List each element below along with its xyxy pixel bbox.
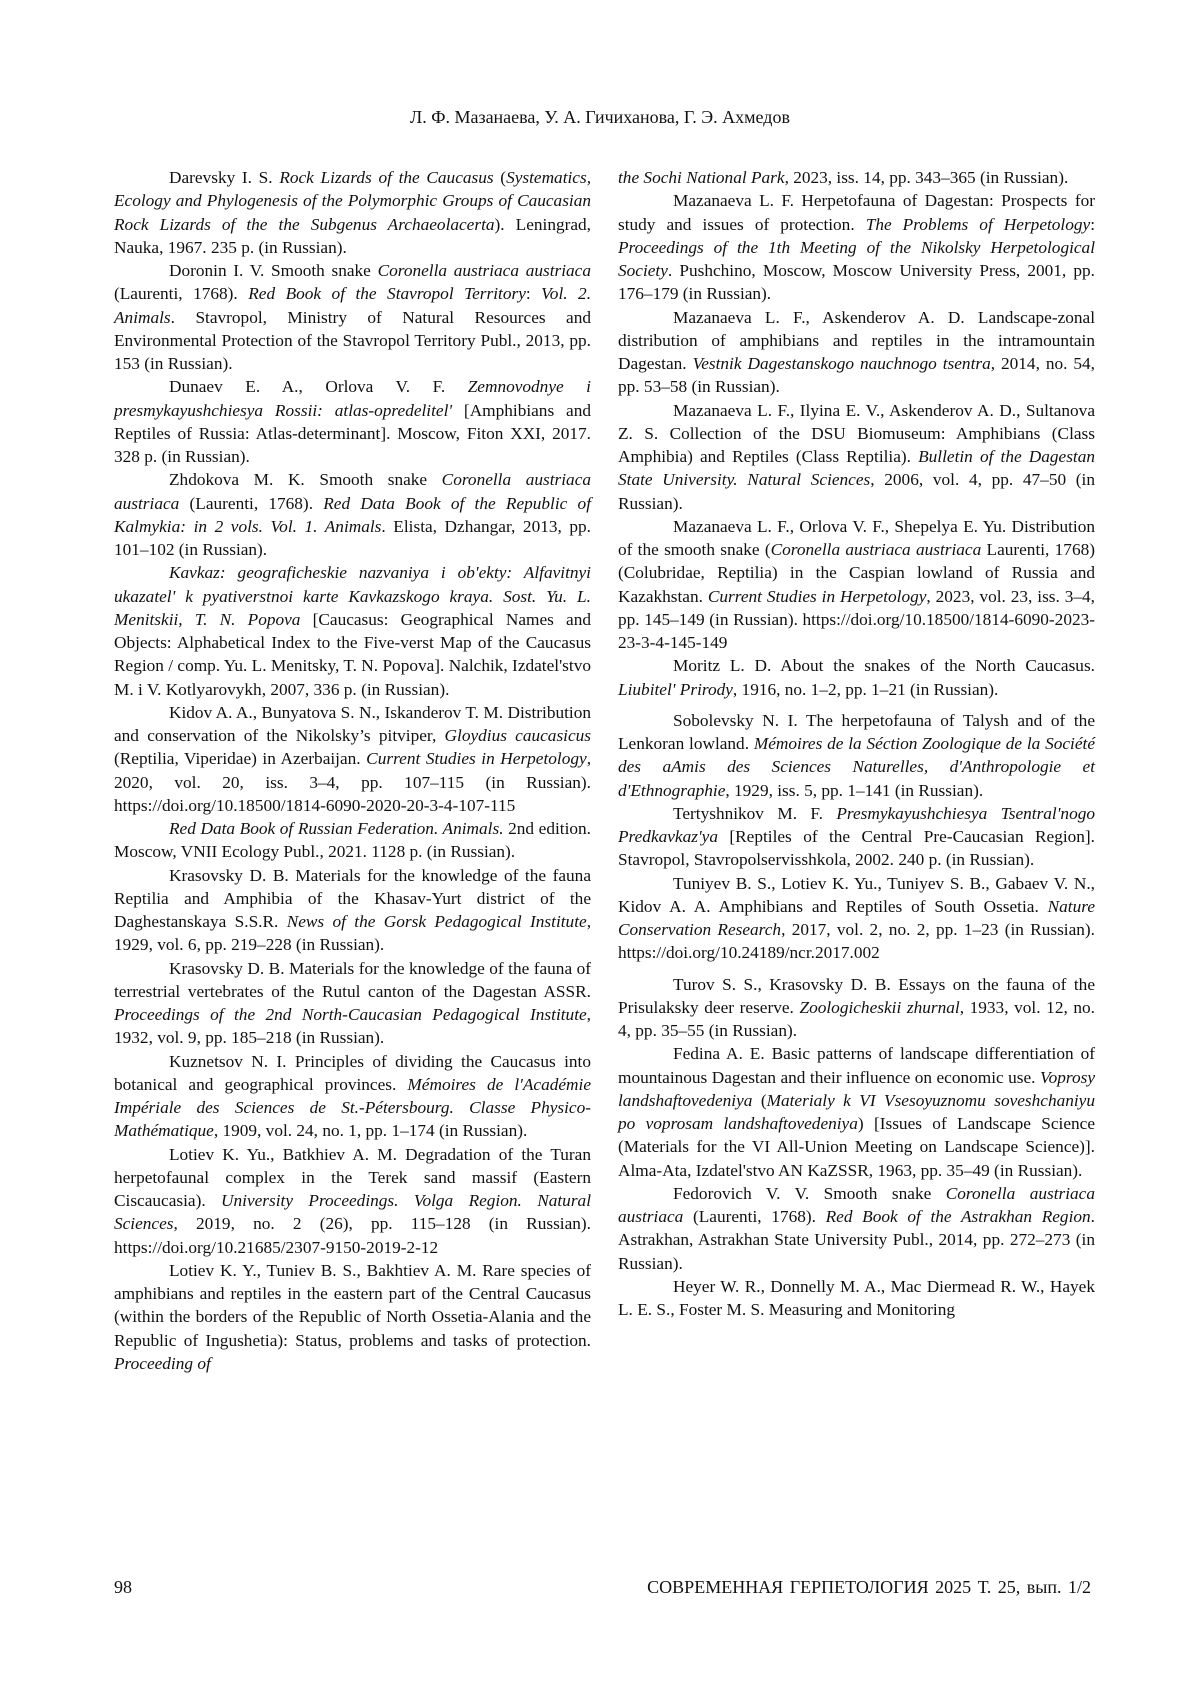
reference-entry: Tuniyev B. S., Lotiev K. Yu., Tuniyev S. B., Gabaev V. N., Kidov A. A. Amphibians and Reptiles of South Ossetia. Nature Conservation Research, 2017, vol. 2, no. 2, pp. 1–23 (in Russian). https://doi.org/10.24189/ncr.2017.002 (618, 873, 1095, 963)
reference-entry: Darevsky I. S. Rock Lizards of the Caucasus (Systematics, Ecology and Phylogenesis of the Polymorphic Groups of Caucasian Rock Lizards of the the Subgenus Archaeolacerta). Leningrad, Nauka, 1967. 235 p. (in Russian). (114, 168, 592, 257)
reference-entry: Kavkaz: geograficheskie nazvaniya i ob'ekty: Alfavitnyi ukazatel' k pyativerstnoi karte Kavkazskogo kraya. Sost. Yu. L. Menitskii, T. N. Popova [Caucasus: Geographical Names and Objects: Alphabetical Index to the Five-verst Map of the Caucasus Region / comp. Yu. L. Menitsky, T. N. Popova]. Nalchik, Izdatel'stvo M. i V. Kotlyarovykh, 2007, 336 p. (in Russian). (114, 563, 591, 699)
reference-entry: Moritz L. D. About the snakes of the North Caucasus. Liubitel' Prirody, 1916, no. 1–2, pp. 1–21 (in Russian). (618, 656, 1095, 699)
reference-entry: Turov S. S., Krasovsky D. B. Essays on the fauna of the Prisulaksky deer reserve. Zoologicheskii zhurnal, 1933, vol. 12, no. 4, pp. 35–55 (in Russian). (618, 974, 1096, 1040)
reference-entry: Doronin I. V. Smooth snake Coronella austriaca austriaca (Laurenti, 1768). Red Book of the Stavropol Territory: Vol. 2. Animals. Stavropol, Ministry of Natural Resources and Environmental Protection of the Stavropol Territory Publ., 2013, pp. 153 (in Russian). (114, 261, 592, 373)
running-header-authors: Л. Ф. Мазанаева, У. А. Гичиханова, Г. Э. Ахмедов (410, 107, 790, 127)
references-column-left (114, 166, 591, 1375)
reference-entry: Lotiev K. Yu., Batkhiev A. M. Degradation of the Turan herpetofaunal complex in the Terek sand massif (Eastern Ciscaucasia). University Proceedings. Volga Region. Natural Sciences, 2019, no. 2 (26), pp. 115–128 (in Russian). https://doi.org/10.21685/2307-9150-2019-2-12 (114, 1144, 591, 1257)
reference-entry-continued: the Sochi National Park, 2023, iss. 14, pp. 343–365 (in Russian). (618, 168, 1069, 187)
reference-entry: Red Data Book of Russian Federation. Animals. 2nd edition. Moscow, VNII Ecology Publ., 2021. 1128 p. (in Russian). (114, 819, 591, 862)
reference-entry: Zhdokova M. K. Smooth snake Coronella austriaca austriaca (Laurenti, 1768). Red Data Book of the Republic of Kalmykia: in 2 vols. Vol. 1. Animals. Elista, Dzhangar, 2013, pp. 101–102 (in Russian). (114, 470, 592, 559)
reference-entry: Mazanaeva L. F., Orlova V. F., Shepelya E. Yu. Distribution of the smooth snake (Coronella austriaca austriaca Laurenti, 1768) (Colubridae, Reptilia) in the Caspian lowland of Russia and Kazakhstan. Current Studies in Herpetology, 2023, vol. 23, iss. 3–4, pp. 145–149 (in Russian). https://doi.org/10.18500/1814-6090-2023-23-3-4-145-149 (618, 516, 1096, 652)
reference-entry: Mazanaeva L. F., Ilyina E. V., Askenderov A. D., Sultanova Z. S. Collection of the DSU Biomuseum: Amphibians (Class Amphibia) and Reptiles (Class Reptilia). Bulletin of the Dagestan State University. Natural Sciences, 2006, vol. 4, pp. 47–50 (in Russian). (618, 400, 1096, 513)
page-number: 98 (114, 1577, 132, 1597)
reference-entry: Lotiev K. Y., Tuniev B. S., Bakhtiev A. M. Rare species of amphibians and reptiles in the eastern part of the Central Caucasus (within the borders of the Republic of North Ossetia-Alania and the Republic of Ingushetia): Status, problems and tasks of protection. Proceeding of (114, 1260, 591, 1373)
reference-entry: Krasovsky D. B. Materials for the knowledge of the fauna of terrestrial vertebrates of the Rutul canton of the Dagestan ASSR. Proceedings of the 2nd North-Caucasian Pedagogical Institute, 1932, vol. 9, pp. 185–218 (in Russian). (114, 958, 591, 1048)
reference-entry: Heyer W. R., Donnelly M. A., Mac Diermead R. W., Hayek L. E. S., Foster M. S. Measuring and Monitoring (618, 1276, 1095, 1319)
reference-entry: Tertyshnikov M. F. Presmykayushchiesya Tsentral'nogo Predkavkaz'ya [Reptiles of the Central Pre-Caucasian Region]. Stavropol, Stavropolservisshkola, 2002. 240 p. (in Russian). (618, 803, 1095, 870)
reference-entry: Kidov A. A., Bunyatova S. N., Iskanderov T. M. Distribution and conservation of the Nikolsky’s pitviper, Gloydius caucasicus (Reptilia, Viperidae) in Azerbaijan. Current Studies in Herpetology, 2020, vol. 20, iss. 3–4, pp. 107–115 (in Russian). https://doi.org/10.18500/1814-6090-2020-20-3-4-107-115 (114, 702, 592, 815)
reference-entry: Sobolevsky N. I. The herpetofauna of Talysh and of the Lenkoran lowland. Mémoires de la Séction Zoologique de la Société des aAmis des Sciences Naturelles, d'Anthropologie et d'Ethnographie, 1929, iss. 5, pp. 1–141 (in Russian). (618, 710, 1095, 800)
reference-entry: Fedina A. E. Basic patterns of landscape differentiation of mountainous Dagestan and their influence on economic use. Voprosy landshaftovedeniya (Materialy k VI Vsesoyuznomu soveshchaniyu po voprosam landshaftovedeniya) [Issues of Landscape Science (Materials for the VI All-Union Meeting on Landscape Science)]. Alma-Ata, Izdatel'stvo AN KaZSSR, 1963, pp. 35–49 (in Russian). (618, 1044, 1096, 1180)
references-column-right (618, 166, 1095, 1321)
reference-entry: Kuznetsov N. I. Principles of dividing the Caucasus into botanical and geographical provinces. Mémoires de l'Académie Impériale des Sciences de St.-Pétersbourg. Classe Physico-Mathématique, 1909, vol. 24, no. 1, pp. 1–174 (in Russian). (114, 1051, 591, 1141)
journal-footer: СОВРЕМЕННАЯ ГЕРПЕТОЛОГИЯ 2025 Т. 25, вып. 1/2 (647, 1577, 1091, 1597)
reference-entry: Krasovsky D. B. Materials for the knowledge of the fauna Reptilia and Amphibia of the Khasav-Yurt district of the Daghestanskaya S.S.R. News of the Gorsk Pedagogical Institute, 1929, vol. 6, pp. 219–228 (in Russian). (114, 865, 592, 955)
reference-entry: Fedorovich V. V. Smooth snake Coronella austriaca austriaca (Laurenti, 1768). Red Book of the Astrakhan Region. Astrakhan, Astrakhan State University Publ., 2014, pp. 272–273 (in Russian). (618, 1183, 1095, 1273)
reference-entry: Mazanaeva L. F., Askenderov A. D. Landscape-zonal distribution of amphibians and reptiles in the intramountain Dagestan. Vestnik Dagestanskogo nauchnogo tsentra, 2014, no. 54, pp. 53–58 (in Russian). (618, 307, 1095, 397)
reference-entry: Mazanaeva L. F. Herpetofauna of Dagestan: Prospects for study and issues of protection. The Problems of Herpetology: Proceedings of the 1th Meeting of the Nikolsky Herpetological Society. Pushchino, Moscow, Moscow University Press, 2001, pp. 176–179 (in Russian). (618, 191, 1095, 304)
reference-entry: Dunaev E. A., Orlova V. F. Zemnovodnye i presmykayushchiesya Rossii: atlas-opredelitel' [Amphibians and Reptiles of Russia: Atlas-determinant]. Moscow, Fiton XXI, 2017. 328 p. (in Russian). (114, 377, 591, 466)
